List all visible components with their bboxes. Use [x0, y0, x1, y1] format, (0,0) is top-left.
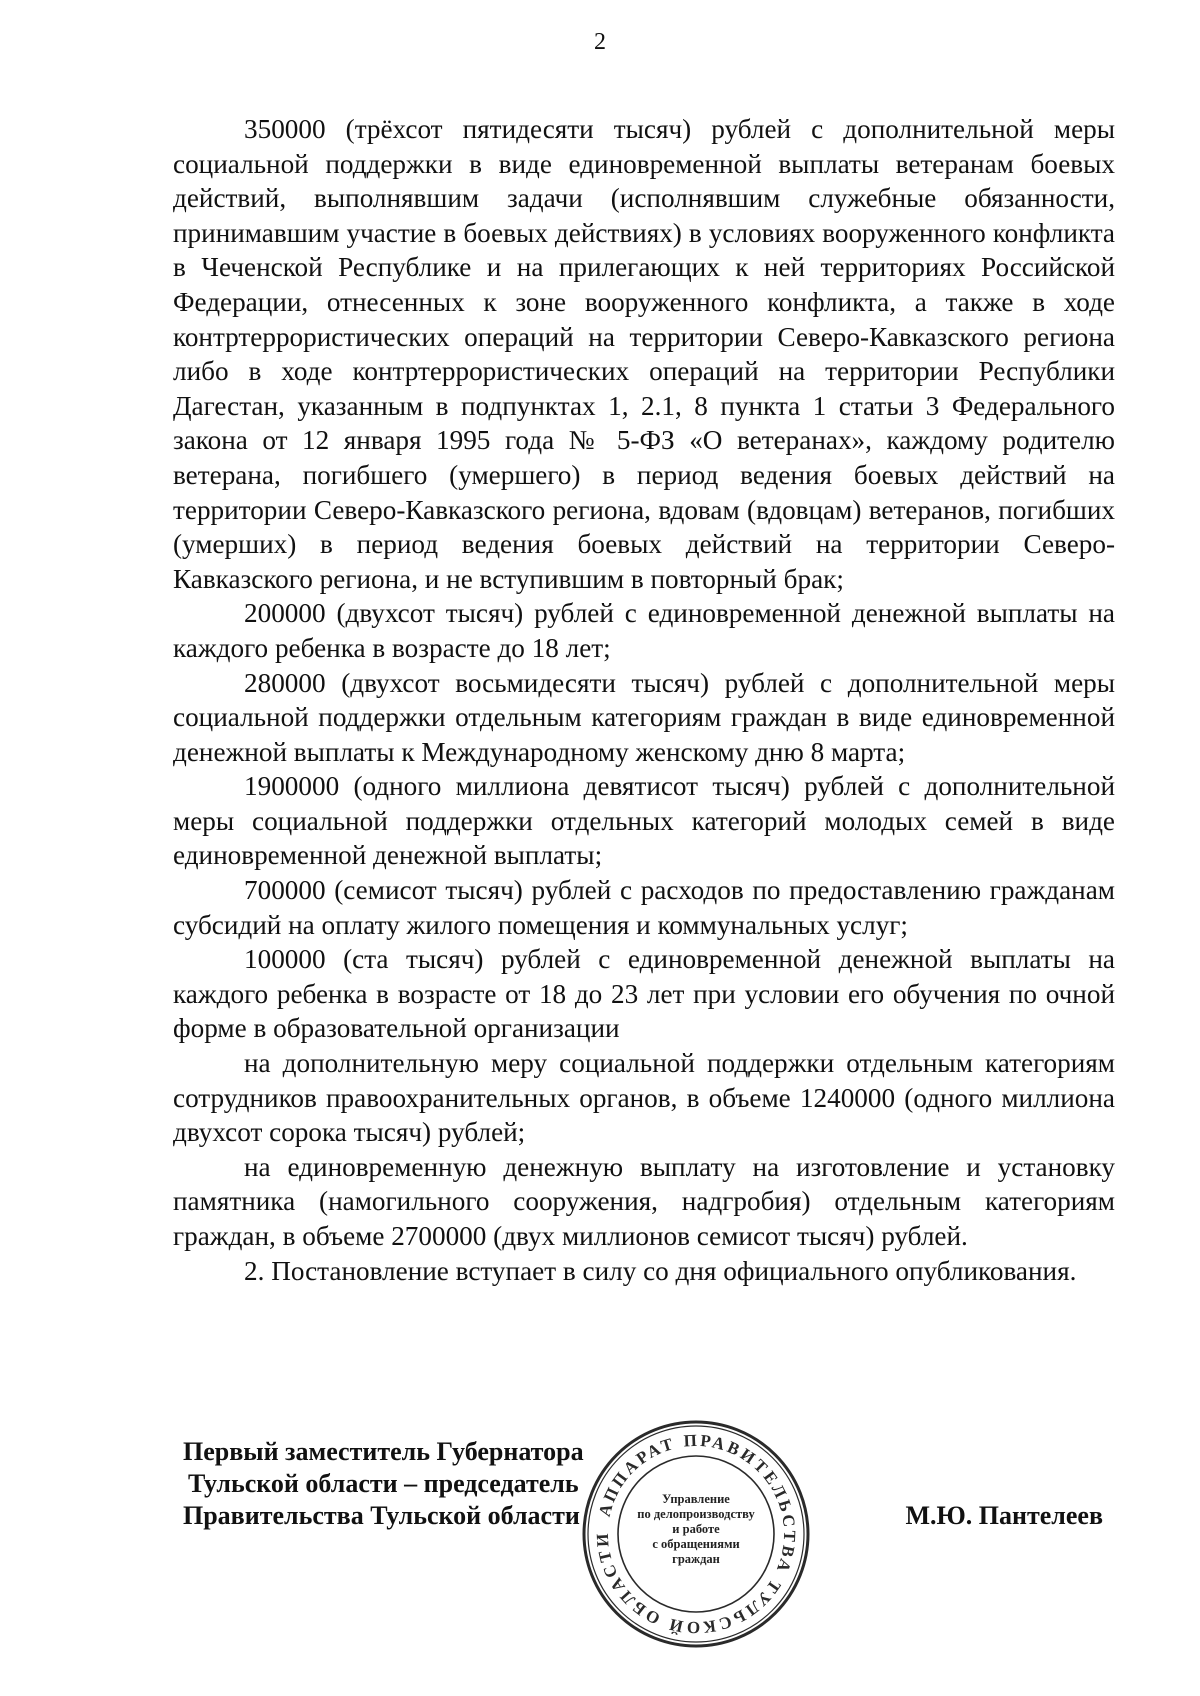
signatory-title [183, 1436, 584, 1532]
paragraph-3: 280000 (двухсот восьмидесяти тысяч) рублей с дополнительной меры социальной поддержки отдельным категориям граждан в виде единовременной денежной выплаты к Международному женскому дню 8 марта; [173, 667, 1115, 767]
signatory-title-line-2: Тульской области – председатель [188, 1469, 579, 1498]
stamp-center-line: Управление [662, 1492, 730, 1506]
page-number: 2 [594, 29, 606, 55]
paragraph-8: на единовременную денежную выплату на изготовление и установку памятника (намогильного сооружения, надгробия) отдельным категориям граждан, в объеме 2700000 (двух миллионов семисот тысяч) рублей. [173, 1151, 1115, 1251]
paragraph-7: на дополнительную меру социальной поддержки отдельным категориям сотрудников правоохранительных органов, в объеме 1240000 (одного миллиона двухсот сорока тысяч) рублей; [173, 1048, 1115, 1148]
stamp-center-text [620, 1492, 772, 1567]
paragraph-5: 700000 (семисот тысяч) рублей с расходов по предоставлению гражданам субсидий на оплату жилого помещения и коммунальных услуг; [173, 875, 1115, 940]
stamp-ring-text: АППАРАТ ПРАВИТЕЛЬСТВА ТУЛЬСКОЙ ОБЛАСТИ [592, 1430, 800, 1638]
paragraph-9: 2. Постановление вступает в силу со дня официального опубликования. [244, 1255, 1077, 1286]
signatory-title-line-3: Правительства Тульской области [183, 1501, 580, 1530]
paragraph-6: 100000 (ста тысяч) рублей с единовременной денежной выплаты на каждого ребенка в возрасте от 18 до 23 лет при условии его обучения по очной форме в образовательной организации [173, 944, 1115, 1044]
signatory-title-line-1: Первый заместитель Губернатора [183, 1437, 584, 1466]
document-body [173, 112, 1115, 1288]
paragraph-4: 1900000 (одного миллиона девятисот тысяч) рублей с дополнительной меры социальной поддержки отдельных категорий молодых семей в виде единовременной денежной выплаты; [173, 771, 1115, 871]
stamp-center-line: по делопроизводству [637, 1507, 755, 1521]
paragraph-2: 200000 (двухсот тысяч) рублей с единовременной денежной выплаты на каждого ребенка в возрасте до 18 лет; [173, 598, 1115, 663]
paragraph-1: 350000 (трёхсот пятидесяти тысяч) рублей с дополнительной меры социальной поддержки в виде единовременной выплаты ветеранам боевых действий, выполнявшим задачи (исполнявшим служебные обязанности, принимавшим участие в боевых действиях) в условиях вооруженного конфликта в Чеченской Республике и на прилегающих к ней территориях Российской Федерации, отнесенных к зоне вооруженного конфликта, а также в ходе контртеррористических операций на территории Северо-Кавказского региона либо в ходе контртеррористических операций на территории Республики Дагестан, указанным в подпунктах 1, 2.1, 8 пункта 1 статьи 3 Федерального закона от 12 января 1995 года № 5-ФЗ «О ветеранах», каждому родителю ветерана, погибшего (умершего) в период ведения боевых действий на территории Северо-Кавказского региона, вдовам (вдовцам) ветеранов, погибших (умерших) в период ведения боевых действий на территории Северо-Кавказского региона, и не вступившим в повторный брак; [173, 114, 1115, 594]
stamp-center-line: и работе [672, 1522, 720, 1536]
stamp-center-line: граждан [672, 1552, 720, 1566]
signatory-name: М.Ю. Пантелеев [905, 1501, 1103, 1530]
official-stamp [580, 1418, 812, 1650]
stamp-center-line: с обращениями [652, 1537, 740, 1551]
